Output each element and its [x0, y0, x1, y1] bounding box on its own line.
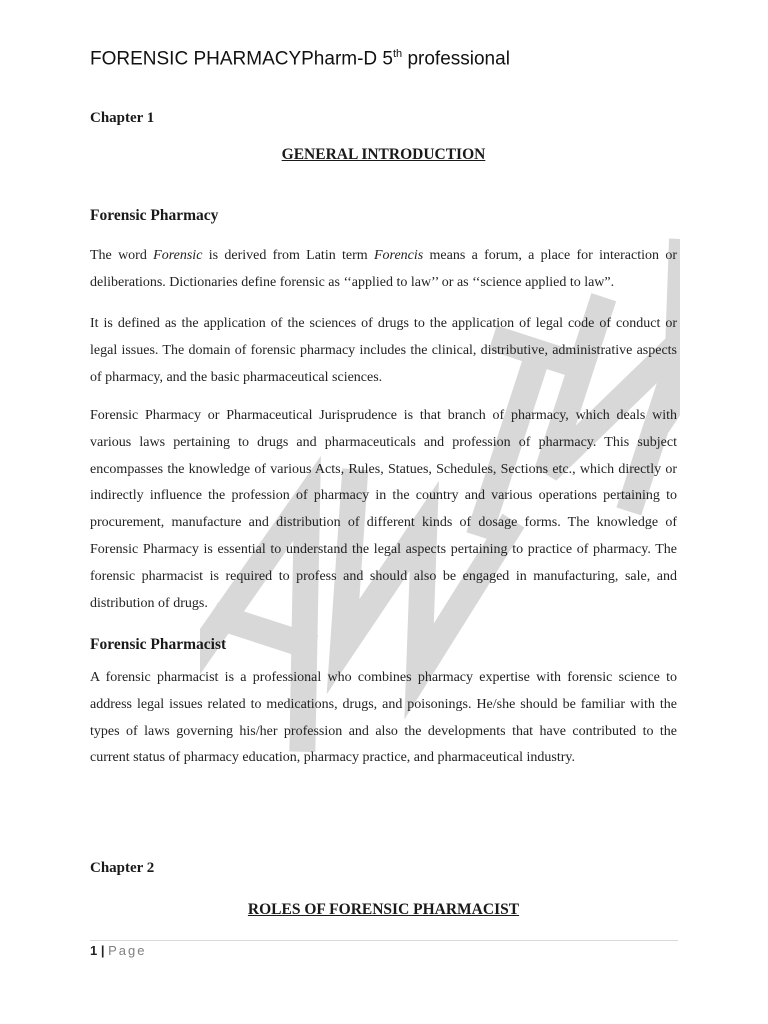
- header-superscript: th: [393, 48, 403, 60]
- page-label: Page: [108, 943, 147, 958]
- section-heading-forensic-pharmacy: Forensic Pharmacy: [90, 207, 219, 224]
- footer-separator: |: [97, 943, 109, 958]
- header-tail: professional: [402, 48, 510, 70]
- chapter-2-title: ROLES OF FORENSIC PHARMACIST: [247, 901, 520, 918]
- text-run: means a forum, a place for interaction or deliberations. Dictionaries define forensic as ‘‘applied to law’’ or as ‘‘science applied to law”.: [90, 248, 677, 290]
- running-header: [90, 48, 510, 70]
- footer-divider: [90, 940, 678, 941]
- paragraph-jurisprudence: Forensic Pharmacy or Pharmaceutical Jurisprudence is that branch of pharmacy, which deals with various laws pertaining to drugs and pharmaceuticals and profession of pharmacy. This subject encompasses the knowledge of various Acts, Rules, Statues, Schedules, Sections etc., which directly or indirectly influence the profession of pharmacy in the country and various operations pertaining to procurement, manufacture and distribution of different kinds of dosage forms. The knowledge of Forensic Pharmacy is essential to understand the legal aspects pertaining to practice of pharmacy. The forensic pharmacist is required to profess and should also be engaged in manufacturing, sale, and distribution of drugs.: [90, 408, 677, 611]
- section-heading-forensic-pharmacist: Forensic Pharmacist: [90, 636, 227, 653]
- italic-term-forensic: Forensic: [153, 248, 203, 263]
- text-run: The word: [90, 248, 154, 263]
- paragraph-forensic-definition: [90, 243, 677, 297]
- paragraph-application: It is defined as the application of the sciences of drugs to the application of legal code of conduct or legal issues. The domain of forensic pharmacy includes the clinical, distributive, administrative aspects of pharmacy, and the basic pharmaceutical sciences.: [90, 316, 677, 385]
- paragraph-forensic-pharmacist: A forensic pharmacist is a professional who combines pharmacy expertise with forensic science to address legal issues related to medications, drugs, and poisonings. He/she should be familiar with the types of laws governing his/her profession and also the developments that have contributed to the current status of pharmacy education, pharmacy practice, and pharmaceutical industry.: [90, 670, 677, 766]
- italic-term-forencis: Forencis: [373, 248, 424, 263]
- text-run: is derived from Latin term: [202, 248, 374, 263]
- header-title: FORENSIC PHARMACYPharm-D 5: [90, 48, 393, 70]
- page-footer: [90, 943, 146, 958]
- chapter-2-label: Chapter 2: [90, 860, 155, 876]
- chapter-1-title: GENERAL INTRODUCTION: [281, 146, 486, 163]
- chapter-1-label: Chapter 1: [90, 110, 155, 126]
- page-number: 1: [90, 943, 98, 958]
